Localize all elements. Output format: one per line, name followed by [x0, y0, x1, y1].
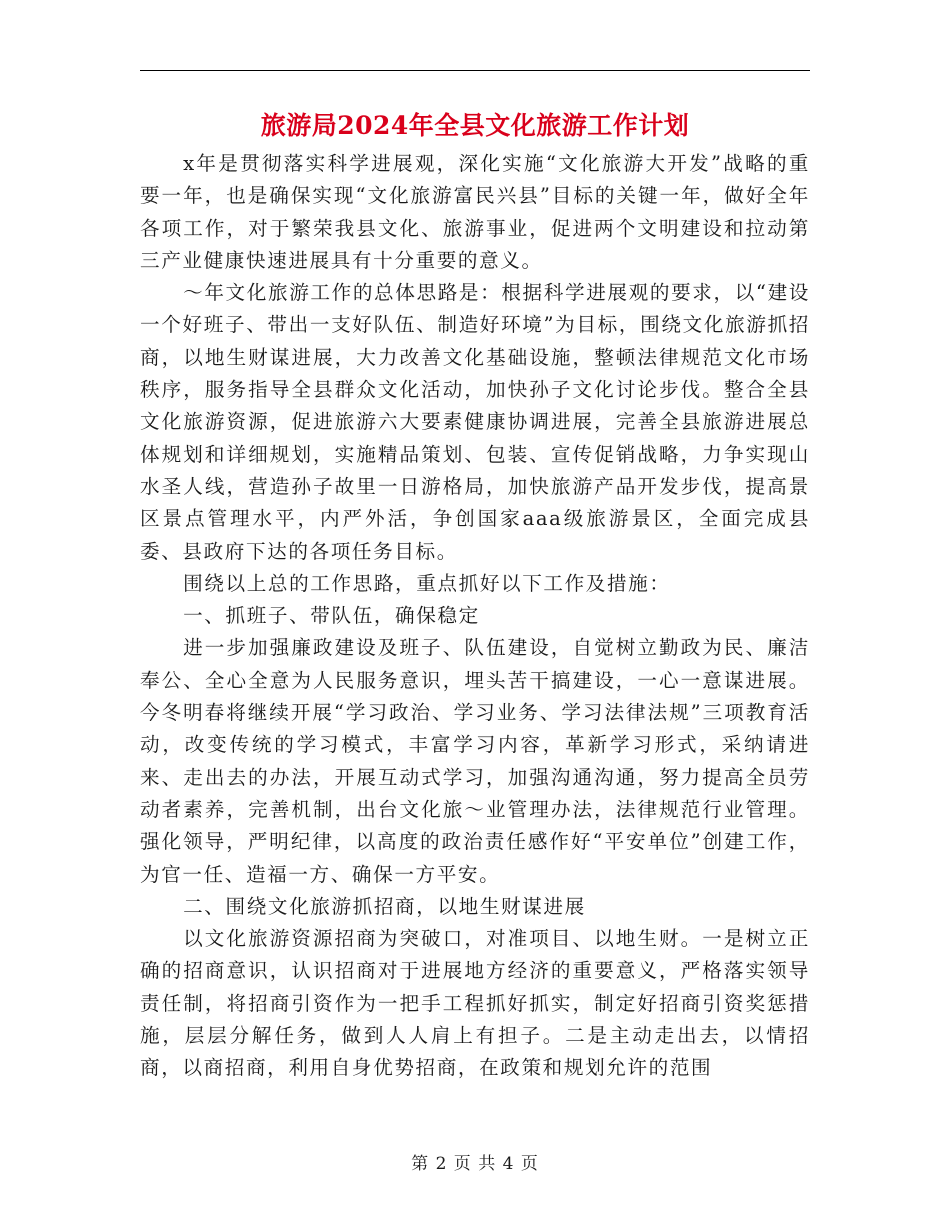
paragraph: 以文化旅游资源招商为突破口，对准项目、以地生财。一是树立正确的招商意识，认识招商对于进展地方经济的重要意义，严格落实领导责任制，将招商引资作为一把手工程抓好抓实，制定好招商引资奖惩措施，层层分解任务，做到人人肩上有担子。二是主动走出去，以情招商，以商招商，利用自身优势招商，在政策和规划允许的范围 [140, 927, 810, 1080]
section-heading: 二、围绕文化旅游抓招商，以地生财谋进展 [183, 894, 586, 918]
paragraph: 围绕以上总的工作思路，重点抓好以下工作及措施： [183, 571, 671, 595]
document-title: 旅游局2024年全县文化旅游工作计划 [260, 111, 690, 140]
document-body [140, 148, 810, 1085]
paragraph: 进一步加强廉政建设及班子、队伍建设，自觉树立勤政为民、廉洁奉公、全心全意为人民服务意识，埋头苦干搞建设，一心一意谋进展。今冬明春将继续开展“学习政治、学习业务、学习法律法规”三项教育活动，改变传统的学习模式，丰富学习内容，革新学习形式，采纳请进来、走出去的办法，开展互动式学习，加强沟通沟通，努力提高全员劳动者素养，完善机制，出台文化旅～业管理办法，法律规范行业管理。强化领导，严明纪律，以高度的政治责任感作好“平安单位”创建工作，为官一任、造福一方、确保一方平安。 [140, 636, 810, 886]
page-number-footer: 第 2 页 共 4 页 [411, 1154, 539, 1174]
header-rule [140, 70, 810, 71]
paragraph: ～年文化旅游工作的总体思路是：根据科学进展观的要求，以“建设一个好班子、带出一支好队伍、制造好环境”为目标，围绕文化旅游抓招商，以地生财谋进展，大力改善文化基础设施，整顿法律规范文化市场秩序，服务指导全县群众文化活动，加快孙子文化讨论步伐。整合全县文化旅游资源，促进旅游六大要素健康协调进展，完善全县旅游进展总体规划和详细规划，实施精品策划、包装、宣传促销战略，力争实现山水圣人线，营造孙子故里一日游格局，加快旅游产品开发步伐，提高景区景点管理水平，内严外活，争创国家aaa级旅游景区，全面完成县委、县政府下达的各项任务目标。 [140, 281, 810, 563]
section-heading: 一、抓班子、带队伍，确保稳定 [183, 604, 480, 628]
paragraph: x年是贯彻落实科学进展观，深化实施“文化旅游大开发”战略的重要一年，也是确保实现“文化旅游富民兴县”目标的关键一年，做好全年各项工作，对于繁荣我县文化、旅游事业，促进两个文明建设和拉动第三产业健康快速进展具有十分重要的意义。 [140, 152, 810, 272]
